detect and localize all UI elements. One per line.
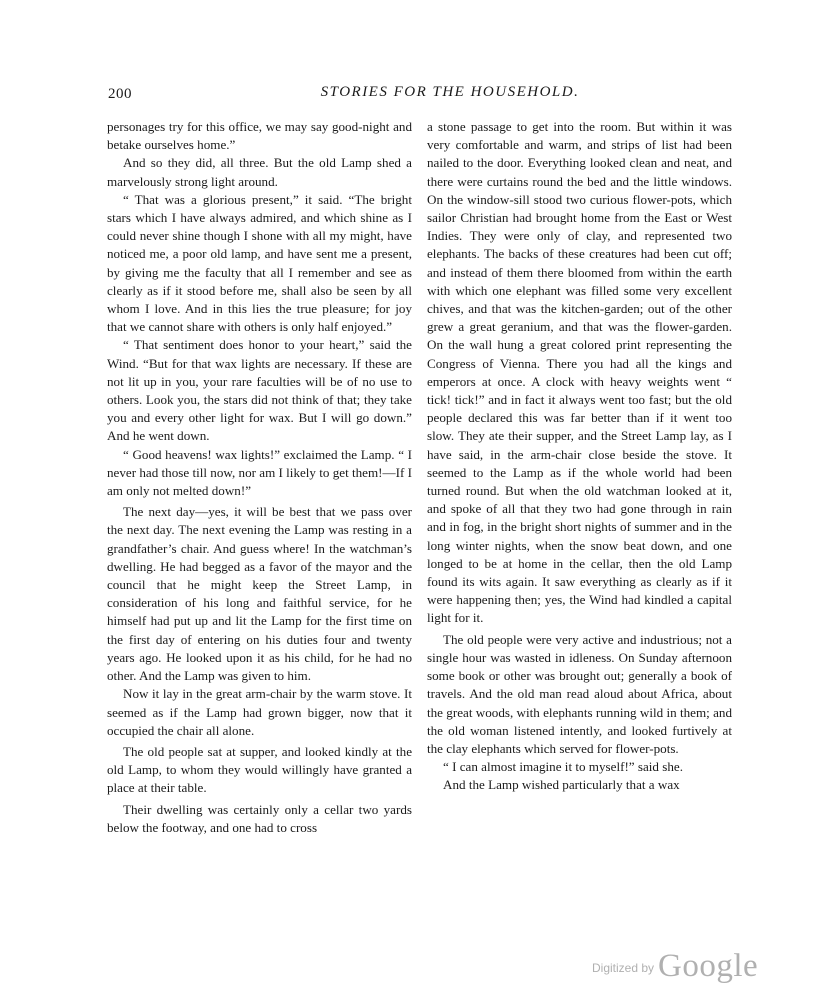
right-column — [427, 118, 732, 795]
paragraph: And the Lamp wished particularly that a wax — [443, 777, 680, 793]
paragraph: “ I can almost imagine it to myself!” said she. — [443, 759, 683, 775]
paragraph: The old people sat at supper, and looked kindly at the old Lamp, to whom they would willingly have granted a place at their table. — [107, 743, 412, 796]
paragraph: And so they did, all three. But the old Lamp shed a marvelously strong light around. — [107, 155, 412, 189]
digitized-by-google-watermark — [592, 948, 758, 985]
paragraph: The old people were very active and industrious; not a single hour was wasted in idleness. On Sunday afternoon some book or other was brought out; generally a book of travels. And the old man read aloud about Africa, about the great woods, with elephants running wild in them; and the old woman listened intently, and looked furtively at the clay elephants which served for flower-pots. — [427, 631, 732, 756]
paragraph: The next day—yes, it will be best that we pass over the next day. The next evening the Lamp was resting in a grandfather’s chair. And guess where! In the watchman’s dwelling. He had begged as a favor of the mayor and the council that he might keep the Street Lamp, in consideration of his long and faithful service, for he himself had put up and lit the Lamp for the first time on the first day of entering on his duties four and twenty years ago. He looked upon it as his child, for he had no other. And the Lamp was given to him. — [107, 504, 412, 684]
paragraph: a stone passage to get into the room. But within it was very comfortable and warm, and strips of list had been nailed to the door. Everything looked clean and neat, and there were curtains round the bed and the little windows. On the window-sill stood two curious flower-pots, which sailor Christian had brought home from the East or West Indies. They were only of clay, and represented two elephants. The backs of these creatures had been cut off; and instead of them there bloomed from within the earth with which one elephant was filled some very excellent chives, and that was the kitchen-garden; out of the other grew a great geranium, and that was the flower-garden. On the wall hung a great colored print representing the Congress of Vienna. There you had all the kings and emperors at once. A clock with heavy weights went “ tick! tick!” and in fact it always went too fast; but the old people declared this was far better than if it went too slow. They ate their supper, and the Street Lamp lay, as I have said, in the arm-chair close beside the stove. It seemed to the Lamp as if the whole world had been turned round. But when the old watchman looked at it, and spoke of all that they two had gone through in rain and in fog, in the bright short nights of summer and in the long winter nights, when the snow beat down, and one longed to be at home in the cellar, then the old Lamp found its wits again. It saw everything as clearly as if it were happening then; yes, the Wind had kindled a capital light for it. — [427, 119, 732, 626]
paragraph: Their dwelling was certainly only a cellar two yards below the footway, and one had to cross — [107, 801, 412, 835]
paragraph: “ Good heavens! wax lights!” exclaimed the Lamp. “ I never had those till now, nor am I likely to get them!—If I am only not melted down!” — [107, 446, 412, 499]
paragraph: personages try for this office, we may say good-night and betake ourselves home.” — [107, 119, 412, 153]
watermark-prefix: Digitized by — [592, 961, 655, 975]
paragraph: “ That sentiment does honor to your heart,” said the Wind. “But for that wax lights are necessary. If these are not lit up in you, your rare faculties will be of no use to others. Look you, the stars did not think of that; they take you and every other light for wax. But I will go down.” And he went down. — [107, 337, 412, 444]
paragraph: Now it lay in the great arm-chair by the warm stove. It seemed as if the Lamp had grown bigger, now that it occupied the chair all alone. — [107, 686, 412, 738]
google-logo: Google — [658, 948, 759, 984]
paragraph: “ That was a glorious present,” it said. “The bright stars which I have always admired, and which shine as I could never shine though I shone with all my might, have noticed me, a poor old lamp, and have sent me a present, by giving me the faculty that all I remember and see as clearly as if it stood before me, shall also be seen by all whom I love. And in this lies the true pleasure; for joy that we cannot share with others is only half enjoyed.” — [107, 191, 412, 335]
running-title: STORIES FOR THE HOUSEHOLD. — [320, 84, 580, 100]
left-column — [107, 118, 412, 837]
page-number: 200 — [108, 86, 132, 102]
